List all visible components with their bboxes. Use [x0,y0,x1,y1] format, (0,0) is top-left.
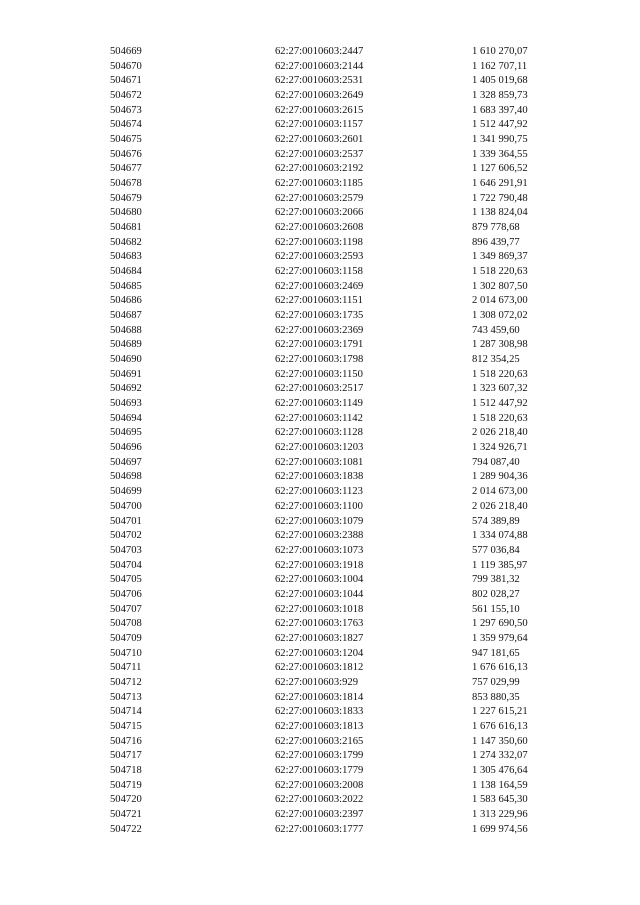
row-number: 504714 [110,706,142,718]
row-number: 504697 [110,456,142,468]
table-row [0,485,640,500]
cadastral-value: 1 518 220,63 [472,368,528,380]
cadastral-number: 62:27:0010603:1779 [275,764,364,776]
cadastral-number: 62:27:0010603:1073 [275,544,364,556]
cadastral-number: 62:27:0010603:1149 [275,398,363,410]
cadastral-value: 802 028,27 [472,588,520,600]
table-row [0,779,640,794]
cadastral-value: 574 389,89 [472,515,520,527]
cadastral-value: 1 305 476,64 [472,764,528,776]
table-row [0,206,640,221]
table-row [0,720,640,735]
table-row [0,573,640,588]
row-number: 504683 [110,251,142,263]
row-number: 504708 [110,618,142,630]
row-number: 504678 [110,178,142,190]
cadastral-number: 62:27:0010603:2649 [275,90,364,102]
cadastral-value: 1 162 707,11 [472,60,528,72]
cadastral-value: 1 313 229,96 [472,808,528,820]
cadastral-number: 62:27:0010603:1079 [275,515,364,527]
cadastral-value: 794 087,40 [472,456,520,468]
table-row [0,603,640,618]
cadastral-number: 62:27:0010603:2579 [275,192,364,204]
table-row [0,470,640,485]
table-row [0,338,640,353]
cadastral-value: 1 583 645,30 [472,794,528,806]
table-row [0,89,640,104]
cadastral-number: 62:27:0010603:1798 [275,354,364,366]
table-row [0,764,640,779]
row-number: 504687 [110,310,142,322]
row-number: 504693 [110,398,142,410]
cadastral-number: 62:27:0010603:1100 [275,500,363,512]
cadastral-number: 62:27:0010603:1812 [275,662,364,674]
cadastral-number: 62:27:0010603:1203 [275,442,364,454]
cadastral-value: 1 610 270,07 [472,46,528,57]
table-row [0,500,640,515]
cadastral-value: 1 676 616,13 [472,720,528,732]
table-row [0,793,640,808]
cadastral-number: 62:27:0010603:1185 [275,178,363,190]
row-number: 504722 [110,823,142,835]
row-number: 504675 [110,134,142,146]
row-number: 504718 [110,764,142,776]
cadastral-number: 62:27:0010603:2447 [275,46,364,57]
table-row [0,45,640,60]
cadastral-number: 62:27:0010603:1123 [275,486,363,498]
cadastral-value: 1 289 904,36 [472,471,528,483]
cadastral-number: 62:27:0010603:1833 [275,706,364,718]
row-number: 504674 [110,119,142,131]
row-number: 504716 [110,735,142,747]
cadastral-value: 1 518 220,63 [472,412,528,424]
cadastral-number: 62:27:0010603:1128 [275,427,363,439]
table-row [0,676,640,691]
cadastral-value: 561 155,10 [472,603,520,615]
table-row [0,529,640,544]
row-number: 504717 [110,750,142,762]
cadastral-number: 62:27:0010603:2601 [275,134,364,146]
table-row [0,104,640,119]
table-row [0,353,640,368]
table-row [0,294,640,309]
cadastral-value: 1 287 308,98 [472,339,528,351]
table-row [0,588,640,603]
cadastral-value: 2 014 673,00 [472,295,528,307]
cadastral-value: 1 119 385,97 [472,559,528,571]
row-number: 504692 [110,383,142,395]
table-row [0,133,640,148]
cadastral-value: 1 334 074,88 [472,530,528,542]
cadastral-number: 62:27:0010603:1814 [275,691,364,703]
row-number: 504715 [110,720,142,732]
cadastral-value: 2 026 218,40 [472,500,528,512]
table-row [0,236,640,251]
cadastral-number: 62:27:0010603:2144 [275,60,364,72]
cadastral-value: 1 722 790,48 [472,192,528,204]
cadastral-value: 1 297 690,50 [472,618,528,630]
cadastral-number: 62:27:0010603:1158 [275,266,363,278]
cadastral-number: 62:27:0010603:1150 [275,368,363,380]
cadastral-value: 1 274 332,07 [472,750,528,762]
table-row [0,426,640,441]
cadastral-value: 947 181,65 [472,647,520,659]
cadastral-value: 896 439,77 [472,236,520,248]
cadastral-number: 62:27:0010603:1791 [275,339,364,351]
table-row [0,515,640,530]
cadastral-number: 62:27:0010603:2593 [275,251,364,263]
row-number: 504706 [110,588,142,600]
row-number: 504712 [110,676,142,688]
cadastral-number: 62:27:0010603:2469 [275,280,364,292]
row-number: 504685 [110,280,142,292]
row-number: 504721 [110,808,142,820]
cadastral-number: 62:27:0010603:2165 [275,735,364,747]
cadastral-value: 1 405 019,68 [472,75,528,87]
row-number: 504701 [110,515,142,527]
row-number: 504704 [110,559,142,571]
cadastral-value: 1 227 615,21 [472,706,528,718]
row-number: 504691 [110,368,142,380]
cadastral-value: 2 026 218,40 [472,427,528,439]
table-row [0,265,640,280]
row-number: 504679 [110,192,142,204]
cadastral-value: 1 349 869,37 [472,251,528,263]
table-row [0,177,640,192]
table-row [0,368,640,383]
cadastral-value: 1 308 072,02 [472,310,528,322]
row-number: 504690 [110,354,142,366]
cadastral-number: 62:27:0010603:1142 [275,412,363,424]
cadastral-value: 1 302 807,50 [472,280,528,292]
data-table [0,45,640,837]
row-number: 504677 [110,163,142,175]
cadastral-number: 62:27:0010603:1151 [275,295,363,307]
cadastral-value: 1 518 220,63 [472,266,528,278]
table-row [0,221,640,236]
row-number: 504682 [110,236,142,248]
cadastral-value: 757 029,99 [472,676,520,688]
row-number: 504686 [110,295,142,307]
row-number: 504702 [110,530,142,542]
table-row [0,456,640,471]
table-row [0,192,640,207]
cadastral-value: 1 359 979,64 [472,632,528,644]
cadastral-number: 62:27:0010603:1799 [275,750,364,762]
table-row [0,250,640,265]
row-number: 504684 [110,266,142,278]
row-number: 504707 [110,603,142,615]
row-number: 504680 [110,207,142,219]
cadastral-number: 62:27:0010603:2531 [275,75,364,87]
cadastral-number: 62:27:0010603:1004 [275,574,364,586]
cadastral-number: 62:27:0010603:2608 [275,222,364,234]
row-number: 504695 [110,427,142,439]
table-row [0,691,640,706]
row-number: 504705 [110,574,142,586]
table-row [0,118,640,133]
row-number: 504713 [110,691,142,703]
cadastral-number: 62:27:0010603:1763 [275,618,364,630]
cadastral-number: 62:27:0010603:2066 [275,207,364,219]
cadastral-number: 62:27:0010603:2192 [275,163,364,175]
row-number: 504672 [110,90,142,102]
cadastral-value: 1 147 350,60 [472,735,528,747]
table-row [0,749,640,764]
table-row [0,397,640,412]
row-number: 504720 [110,794,142,806]
cadastral-value: 1 127 606,52 [472,163,528,175]
table-row [0,309,640,324]
cadastral-number: 62:27:0010603:1827 [275,632,364,644]
cadastral-value: 1 699 974,56 [472,823,528,835]
table-row [0,705,640,720]
cadastral-number: 62:27:0010603:1044 [275,588,364,600]
row-number: 504710 [110,647,142,659]
cadastral-value: 812 354,25 [472,354,520,366]
cadastral-number: 62:27:0010603:1081 [275,456,364,468]
table-row [0,74,640,89]
cadastral-value: 1 676 616,13 [472,662,528,674]
cadastral-value: 577 036,84 [472,544,520,556]
row-number: 504696 [110,442,142,454]
cadastral-value: 743 459,60 [472,324,520,336]
table-row [0,382,640,397]
table-row [0,324,640,339]
row-number: 504698 [110,471,142,483]
row-number: 504689 [110,339,142,351]
table-row [0,808,640,823]
row-number: 504700 [110,500,142,512]
row-number: 504676 [110,148,142,160]
cadastral-number: 62:27:0010603:2022 [275,794,364,806]
row-number: 504688 [110,324,142,336]
row-number: 504681 [110,222,142,234]
row-number: 504673 [110,104,142,116]
cadastral-number: 62:27:0010603:2615 [275,104,364,116]
table-row [0,647,640,662]
cadastral-number: 62:27:0010603:2008 [275,779,364,791]
table-row [0,148,640,163]
table-row [0,632,640,647]
cadastral-number: 62:27:0010603:2388 [275,530,364,542]
table-row [0,544,640,559]
cadastral-number: 62:27:0010603:1838 [275,471,364,483]
table-row [0,412,640,427]
cadastral-value: 1 138 824,04 [472,207,528,219]
table-row [0,280,640,295]
cadastral-number: 62:27:0010603:2369 [275,324,364,336]
table-row [0,823,640,838]
cadastral-value: 1 512 447,92 [472,119,528,131]
table-row [0,60,640,75]
row-number: 504669 [110,46,142,57]
table-row [0,661,640,676]
cadastral-value: 1 646 291,91 [472,178,528,190]
cadastral-number: 62:27:0010603:1157 [275,119,363,131]
cadastral-number: 62:27:0010603:929 [275,676,358,688]
row-number: 504671 [110,75,142,87]
cadastral-value: 2 014 673,00 [472,486,528,498]
row-number: 504699 [110,486,142,498]
cadastral-value: 1 324 926,71 [472,442,528,454]
cadastral-value: 1 683 397,40 [472,104,528,116]
cadastral-value: 1 341 990,75 [472,134,528,146]
cadastral-value: 879 778,68 [472,222,520,234]
cadastral-number: 62:27:0010603:1813 [275,720,364,732]
cadastral-number: 62:27:0010603:1018 [275,603,364,615]
row-number: 504711 [110,662,142,674]
cadastral-value: 1 328 859,73 [472,90,528,102]
table-row [0,441,640,456]
cadastral-value: 853 880,35 [472,691,520,703]
cadastral-number: 62:27:0010603:1198 [275,236,363,248]
table-row [0,617,640,632]
cadastral-number: 62:27:0010603:2537 [275,148,364,160]
row-number: 504709 [110,632,142,644]
cadastral-value: 1 323 607,32 [472,383,528,395]
cadastral-number: 62:27:0010603:2517 [275,383,364,395]
cadastral-value: 1 339 364,55 [472,148,528,160]
table-row [0,735,640,750]
row-number: 504670 [110,60,142,72]
cadastral-number: 62:27:0010603:2397 [275,808,364,820]
row-number: 504719 [110,779,142,791]
table-row [0,162,640,177]
cadastral-number: 62:27:0010603:1204 [275,647,364,659]
row-number: 504694 [110,412,142,424]
cadastral-value: 1 512 447,92 [472,398,528,410]
cadastral-number: 62:27:0010603:1918 [275,559,364,571]
table-row [0,559,640,574]
row-number: 504703 [110,544,142,556]
cadastral-number: 62:27:0010603:1777 [275,823,364,835]
cadastral-number: 62:27:0010603:1735 [275,310,364,322]
cadastral-value: 1 138 164,59 [472,779,528,791]
cadastral-value: 799 381,32 [472,574,520,586]
